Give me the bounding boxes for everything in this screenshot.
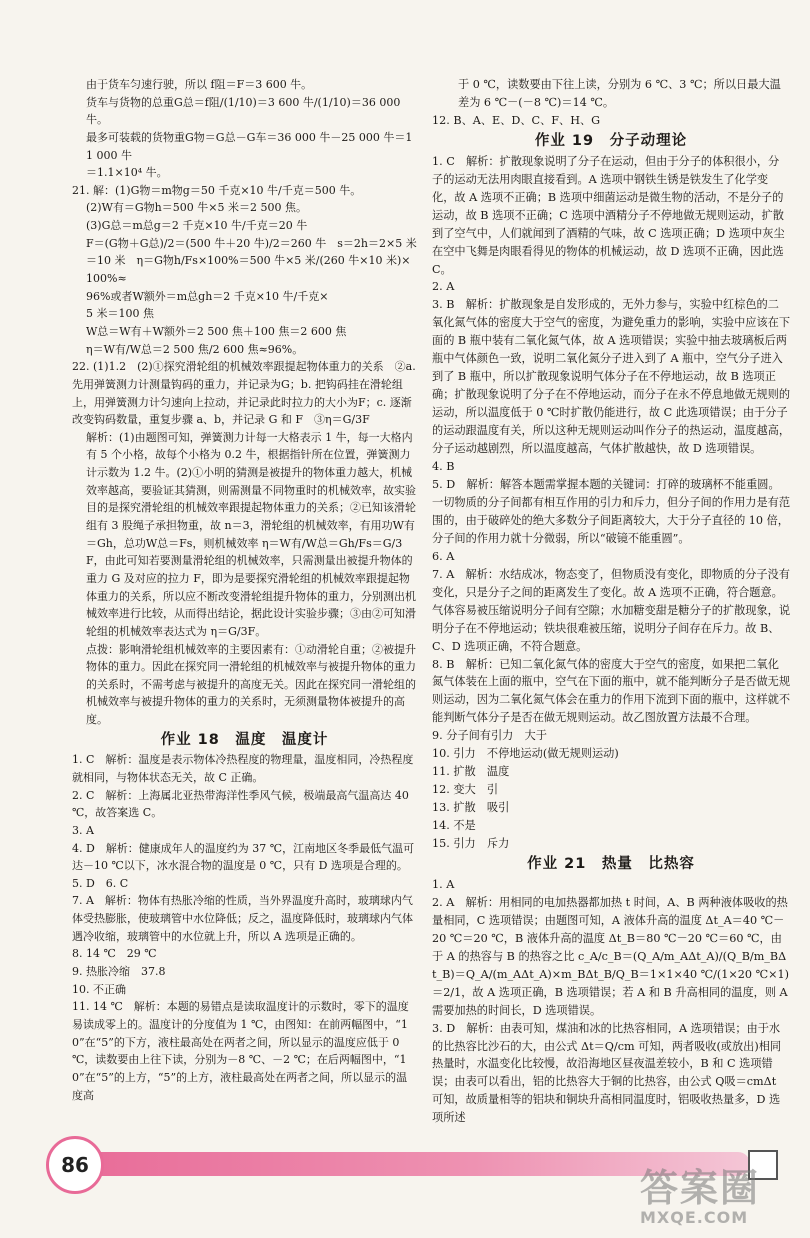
answer-item: 2. A bbox=[432, 280, 455, 294]
answer-line: 由于货车匀速行驶，所以 f阻＝F＝3 600 牛。 bbox=[86, 78, 313, 91]
answer-line: 5 米＝100 焦 bbox=[86, 307, 154, 321]
answer-item: 10. 不正确 bbox=[72, 982, 126, 996]
answer-item: 4. B bbox=[432, 460, 455, 474]
page-number: 86 bbox=[46, 1136, 104, 1194]
answer-item: 21. 解：(1)G物＝m物g＝50 千克×10 牛/千克＝500 牛。 bbox=[72, 183, 362, 197]
answer-item: 3. D 解析：由表可知，煤油和冰的比热容相同，A 选项错误；由于水的比热容比沙石的大，由公式 Δt＝Q/cm 可知，两者吸收(或放出)相同热量时，水温变化比较慢，故沿海地区昼夜温差较小，B 和 C 选项错误；由表可以看出，铝的比热容大于铜的比热容，由公式 Q吸＝cmΔt 可知，故质量相等的铝块和铜块升高相同温度时，铝吸收热量多，D 选项所述 bbox=[432, 1021, 782, 1125]
answer-line: 于 0 ℃，读数要由下往上读，分别为 6 ℃、3 ℃；所以日最大温差为 6 ℃－(－8 ℃)＝14 ℃。 bbox=[458, 78, 781, 109]
answer-item: 14. 不是 bbox=[432, 819, 476, 833]
answer-item: 13. 扩散 吸引 bbox=[432, 801, 510, 815]
answer-item: 8. B 解析：已知二氧化氮气体的密度大于空气的密度，如果把二氧化氮气体装在上面的瓶中，空气在下面的瓶中，就不能判断分子是否做无规则运动，因为二氧化氮气体会在重力的作用下流到下面的瓶中，这样就不能判断气体分子是否在做无规则运动。故乙图放置方法最不合理。 bbox=[432, 657, 791, 725]
answer-item: 15. 引力 斥力 bbox=[432, 837, 510, 851]
answer-item: 2. A 解析：用相同的电加热器都加热 t 时间，A、B 两种液体吸收的热量相同，C 选项错误；由题图可知，A 液体升高的温度 Δt_A＝40 ℃－20 ℃＝20 ℃，B 液体升高的温度 Δt_B＝80 ℃－20 ℃＝60 ℃，由于 A 的热容与 B 的热容之比 c_A/c_B＝(Q_A/m_AΔt_A)/(Q_B/m_BΔt_B)＝Q_A/(m_AΔt_A)×m_BΔt_B/Q_B＝1×1×40 ℃/(1×20 ℃×1)＝2/1，故 A 选项正确，B 选项错误；若 A 和 B 升高相同的温度，则 A 需要加热的时间长，D 选项错误。 bbox=[432, 895, 789, 1017]
answer-item: 3. A bbox=[72, 823, 94, 837]
answer-item: 3. B 解析：扩散现象是自发形成的，无外力参与，实验中红棕色的二氧化氮气体的密度大于空气的密度，为避免重力的影响，实验中应该在下面的 B 瓶中装有二氧化氮气体，故 A 选项错误；实验中抽去玻璃板后两瓶中气体颜色一致，说明二氧化氮分子进入到了 A 瓶中，空气分子进入到了 B 瓶中，所以扩散现象说明气体分子在不停地运动，故 B 选项正确；扩散现象说明了分子在不停地运动，而分子在永不停息地做无规则的运动，所以温度低于 0 ℃时扩散仍能进行，故 C 此选项错误；由于分子的运动跟温度有关，所以这种无规则运动叫作分子的热运动，温度越高，分子运动越剧烈，所以温度越高，气体扩散越快，故 D 选项错误。 bbox=[432, 298, 791, 456]
answer-line: 货车与货物的总重G总＝f阻/(1/10)＝3 600 牛/(1/10)＝36 000 牛。 bbox=[86, 95, 401, 127]
watermark-url: MXQE.COM bbox=[640, 1208, 749, 1227]
left-column bbox=[72, 76, 417, 1104]
answer-item: 12. B、A、E、D、C、F、H、G bbox=[432, 113, 601, 127]
answer-line: F＝(G物＋G总)/2＝(500 牛＋20 牛)/2＝260 牛 s＝2h＝2×5 米 bbox=[86, 236, 417, 250]
answer-item: 7. A 解析：水结成冰，物态变了，但物质没有变化，即物质的分子没有变化，只是分子之间的距离发生了变化。故 A 选项不正确，符合题意。气体容易被压缩说明分子间有空隙；水加糖变甜是糖分子的扩散现象，说明分子在不停地运动；铁块很难被压缩，说明分子间存在斥力。故 B、C、D 选项正确，不符合题意。 bbox=[432, 567, 791, 653]
answer-item: 1. C 解析：温度是表示物体冷热程度的物理量，温度相同，冷热程度就相同，与物体状态无关，故 C 正确。 bbox=[72, 753, 414, 784]
answer-item: 22. (1)1.2 (2)①探究滑轮组的机械效率跟提起物体重力的关系 ②a. 先用弹簧测力计测量钩码的重力，并记录为G；b. 把钩码挂在滑轮组上，用弹簧测力计匀速向上拉动，并记录此时拉力的大小为F；c. 逐渐改变钩码数量，重复步骤 a、b，并记录 G 和 F ③η＝G/3F bbox=[72, 360, 416, 427]
answer-item: 9. 分子间有引力 大于 bbox=[432, 729, 547, 743]
answer-line: 96%或者W额外＝m总gh＝2 千克×10 牛/千克× bbox=[86, 289, 329, 303]
answer-item: 2. C 解析：上海属北亚热带海洋性季风气候，极端最高气温高达 40 ℃，故答案选 C。 bbox=[72, 788, 409, 820]
answer-line: (2)W有＝G物h＝500 牛×5 米＝2 500 焦。 bbox=[86, 201, 307, 215]
answer-line: ＝10 米 η＝G物h/Fs×100%＝500 牛×5 米/(260 牛×10 米)×100%≈ bbox=[86, 254, 411, 286]
watermark bbox=[640, 1168, 800, 1234]
section-heading: 作业 19 分子动理论 bbox=[534, 132, 688, 149]
answer-item: 11. 扩散 温度 bbox=[432, 765, 510, 779]
answer-item: 8. 14 ℃ 29 ℃ bbox=[72, 947, 157, 961]
answer-item: 7. A 解析：物体有热胀冷缩的性质，当外界温度升高时，玻璃球内气体受热膨胀，使玻璃管中水位降低；反之，温度降低时，玻璃球内气体遇冷收缩，玻璃管中的水位就上升，所以 A 选项是正确的。 bbox=[72, 894, 413, 943]
answer-item: 6. A bbox=[432, 549, 455, 563]
answer-line: (3)G总＝m总g＝2 千克×10 牛/千克＝20 牛 bbox=[86, 219, 308, 233]
answer-item: 11. 14 ℃ 解析：本题的易错点是读取温度计的示数时，零下的温度易读成零上的。温度计的分度值为 1 ℃，由图知：在前两幅图中，“10”在“5”的下方，液柱最高处在两者之间，所以显示的温度应低于 0 ℃，读数要由上往下读，分别为－8 ℃、－2 ℃；在后两幅图中，“10”在“5”的上方，“5”的上方，液柱最高处在两者之间，所以显示的温度高 bbox=[72, 1000, 409, 1102]
answer-line: W总＝W有＋W额外＝2 500 焦＋100 焦＝2 600 焦 bbox=[86, 324, 347, 338]
answer-line: 最多可装载的货物重G物＝G总－G车＝36 000 牛－25 000 牛＝11 000 牛 bbox=[86, 130, 413, 162]
section-heading: 作业 21 热量 比热容 bbox=[527, 855, 695, 872]
answer-item: 10. 引力 不停地运动(做无规则运动) bbox=[432, 747, 619, 761]
answer-line: 解析：(1)由题图可知，弹簧测力计每一大格表示 1 牛，每一大格内有 5 个小格，故每个小格为 0.2 牛，根据指针所在位置，弹簧测力计示数为 1.2 牛。(2)①小明的猜测是被提升的物体重力越大，机械效率越高，要验证其猜测，则需测量不同物重时的机械效率，故实验目的是探究滑轮组的机械效率跟提起物体重力的关系；②已知该滑轮组有 3 股绳子承担物重，故 n＝3，滑轮组的机械效率，有用功W有＝Gh，总功W总＝Fs，则机械效率 η＝W有/W总＝Gh/Fs＝G/3F，由此可知若要测量滑轮组的机械效率，只需测量出被提升物体的重力 G 及对应的拉力 F，即为是要探究滑轮组的机械效率跟提起物体重力的关系，所以应不断改变滑轮组提升物体的重力，分别测出机械效率进行比较，从而得出结论，据此设计实验步骤；③由②可知滑轮组的机械效率表达式为 η＝G/3F。 bbox=[86, 430, 416, 638]
answer-item: 5. D 6. C bbox=[72, 876, 129, 890]
right-column bbox=[432, 76, 790, 1127]
answer-item: 1. C 解析：扩散现象说明了分子在运动，但由于分子的体积很小，分子的运动无法用肉眼直接看到。A 选项中钢铁生锈是铁发生了化学变化，故 A 选项不正确；B 选项中细菌运动是微生物的活动，不是分子的运动，故 B 选项不正确；C 选项中酒精分子不停地做无规则运动，扩散到了空气中，人们就闻到了酒精的气味，故 C 选项正确；D 选项中灰尘在空中飞舞是肉眼看得见的物体的机械运动，故 D 选项不正确，因此选 C。 bbox=[432, 154, 785, 276]
answer-item: 12. 变大 引 bbox=[432, 783, 499, 797]
watermark-logo: 答案圈 bbox=[640, 1166, 761, 1210]
answer-line: η＝W有/W总＝2 500 焦/2 600 焦≈96%。 bbox=[86, 342, 304, 356]
answer-item: 5. D 解析：解答本题需掌握本题的关键词：打碎的玻璃杯不能重圆。一切物质的分子间都有相互作用的引力和斥力，但分子间的作用力是有范围的，由于破碎处的绝大多数分子间距离较大，大于分子直径的 10 倍，分子间的作用力就十分微弱，所以“破镜不能重圆”。 bbox=[432, 477, 791, 545]
answer-item: 9. 热胀冷缩 37.8 bbox=[72, 965, 166, 979]
answer-line: 点拨：影响滑轮组机械效率的主要因素有：①动滑轮自重；②被提升物体的重力。因此在探究同一滑轮组的机械效率与被提升物体的重力的关系时，不需考虑与被提升的高度无关。因此在探究同一滑轮组的机械效率与被提升物体的重力的关系时，无须测量物体被提升的高度。 bbox=[86, 642, 416, 727]
answer-item: 1. A bbox=[432, 877, 455, 891]
answer-item: 4. D 解析：健康成年人的温度约为 37 ℃，江南地区冬季最低气温可达－10 ℃以下，冰水混合物的温度是 0 ℃，只有 D 选项是合理的。 bbox=[72, 841, 415, 873]
section-heading: 作业 18 温度 温度计 bbox=[160, 731, 329, 748]
answer-line: ＝1.1×10⁴ 牛。 bbox=[86, 166, 168, 180]
